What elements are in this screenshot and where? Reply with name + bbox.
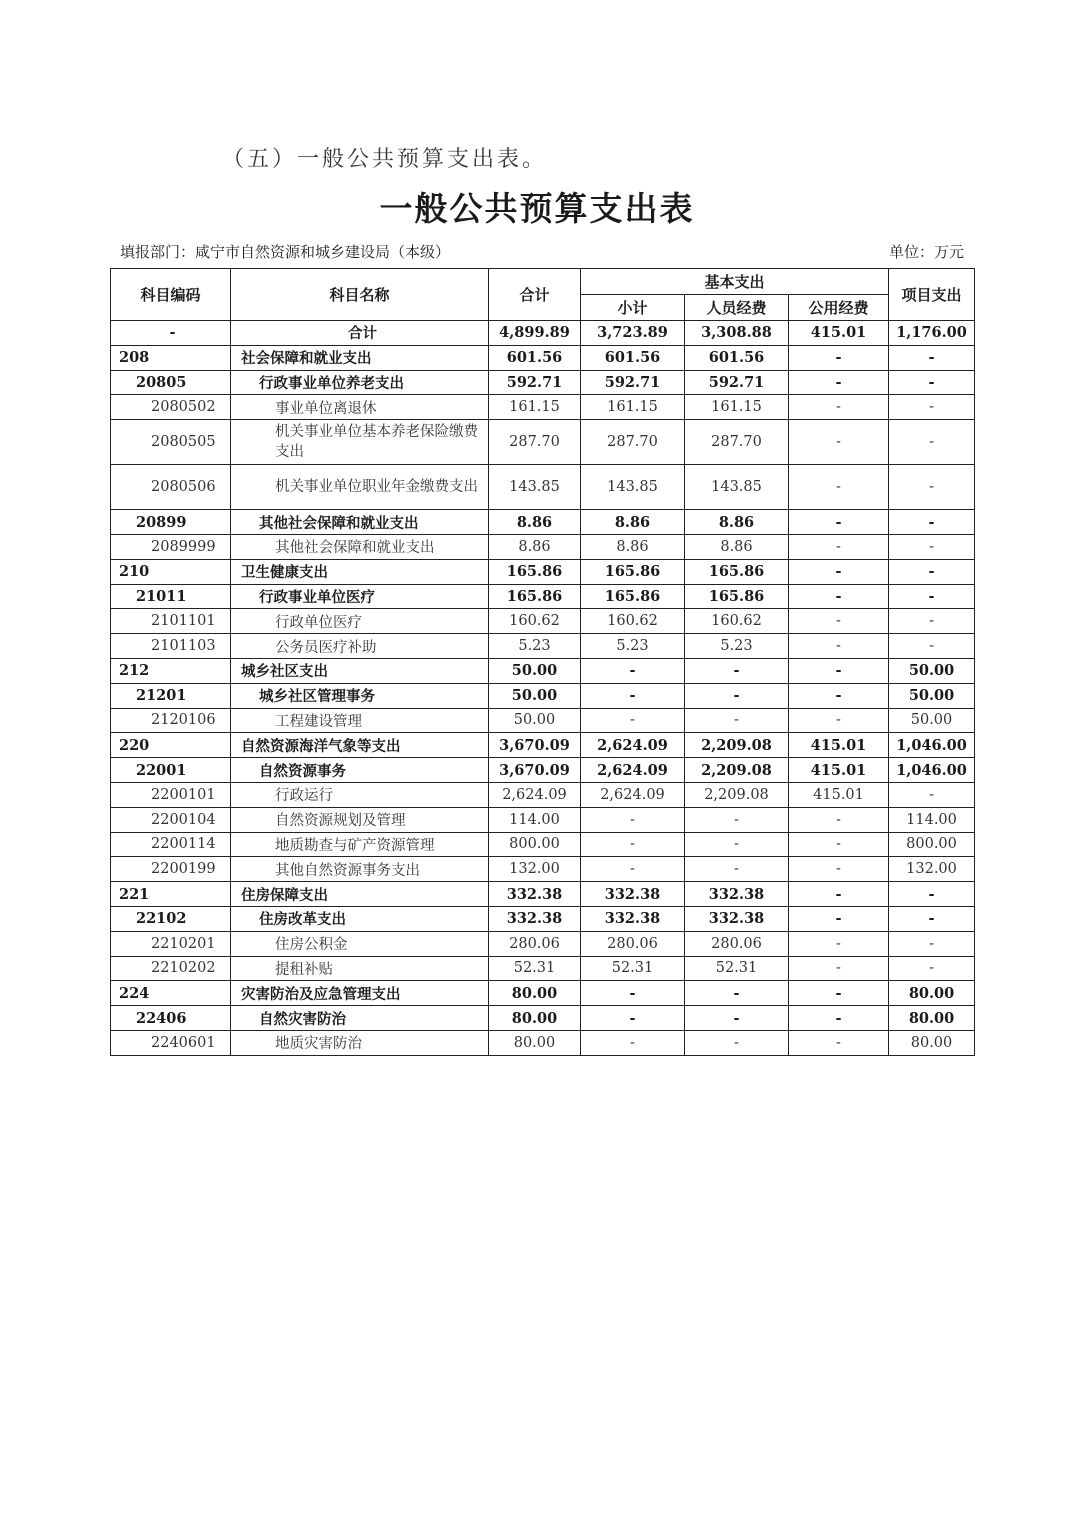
cell-total: 2,624.09 [489, 782, 581, 807]
table-row [111, 584, 975, 609]
cell-project: - [889, 584, 975, 609]
cell-public: 415.01 [789, 733, 889, 758]
cell-code: 20899 [111, 510, 231, 535]
cell-project: - [889, 465, 975, 510]
cell-project: 114.00 [889, 807, 975, 832]
cell-code: 2120106 [111, 708, 231, 733]
cell-personnel: 2,209.08 [685, 733, 789, 758]
header-code: 科目编码 [111, 269, 231, 321]
cell-name: 自然灾害防治 [231, 1006, 489, 1031]
cell-public: - [789, 534, 889, 559]
cell-personnel: 287.70 [685, 420, 789, 465]
table-row [111, 609, 975, 634]
header-public: 公用经费 [789, 295, 889, 321]
header-personnel: 人员经费 [685, 295, 789, 321]
cell-project: - [889, 534, 975, 559]
cell-code: 208 [111, 345, 231, 370]
cell-personnel: 592.71 [685, 370, 789, 395]
table-row [111, 956, 975, 981]
table-body [111, 321, 975, 1056]
cell-subtotal: - [581, 832, 685, 857]
table-row [111, 634, 975, 659]
cell-code: 2240601 [111, 1030, 231, 1055]
cell-personnel: - [685, 1006, 789, 1031]
cell-name: 其他社会保障和就业支出 [231, 534, 489, 559]
cell-total: 80.00 [489, 1006, 581, 1031]
cell-project: - [889, 395, 975, 420]
cell-public: - [789, 1006, 889, 1031]
cell-public: - [789, 658, 889, 683]
cell-public: 415.01 [789, 758, 889, 783]
cell-name: 其他社会保障和就业支出 [231, 510, 489, 535]
cell-total: 143.85 [489, 465, 581, 510]
cell-personnel: - [685, 832, 789, 857]
cell-total: 280.06 [489, 931, 581, 956]
cell-public: - [789, 832, 889, 857]
cell-code: 2200199 [111, 857, 231, 882]
cell-project: - [889, 609, 975, 634]
cell-project: - [889, 510, 975, 535]
cell-project: - [889, 931, 975, 956]
cell-project: 80.00 [889, 1030, 975, 1055]
table-row [111, 807, 975, 832]
cell-name: 地质勘查与矿产资源管理 [231, 832, 489, 857]
cell-code: 220 [111, 733, 231, 758]
cell-total: 50.00 [489, 658, 581, 683]
cell-name: 机关事业单位基本养老保险缴费支出 [231, 420, 489, 465]
cell-public: - [789, 370, 889, 395]
cell-public: - [789, 906, 889, 931]
cell-name: 卫生健康支出 [231, 559, 489, 584]
cell-name: 灾害防治及应急管理支出 [231, 981, 489, 1006]
table-header [111, 269, 975, 321]
cell-name: 合计 [231, 321, 489, 346]
cell-public: - [789, 420, 889, 465]
cell-code: 2080505 [111, 420, 231, 465]
cell-name: 自然资源事务 [231, 758, 489, 783]
cell-subtotal: 160.62 [581, 609, 685, 634]
cell-personnel: 52.31 [685, 956, 789, 981]
cell-public: - [789, 395, 889, 420]
cell-total: 592.71 [489, 370, 581, 395]
cell-subtotal: - [581, 708, 685, 733]
cell-code: 2101103 [111, 634, 231, 659]
cell-project: 1,046.00 [889, 733, 975, 758]
cell-project: 50.00 [889, 708, 975, 733]
cell-name: 城乡社区管理事务 [231, 683, 489, 708]
cell-subtotal: - [581, 658, 685, 683]
cell-public: - [789, 981, 889, 1006]
cell-code: 21011 [111, 584, 231, 609]
cell-subtotal: 8.86 [581, 534, 685, 559]
cell-subtotal: - [581, 1006, 685, 1031]
cell-personnel: 165.86 [685, 584, 789, 609]
cell-total: 4,899.89 [489, 321, 581, 346]
cell-personnel: - [685, 658, 789, 683]
table-row [111, 708, 975, 733]
table-row [111, 658, 975, 683]
cell-personnel: 2,209.08 [685, 758, 789, 783]
cell-name: 行政单位医疗 [231, 609, 489, 634]
cell-public: - [789, 609, 889, 634]
cell-subtotal: 52.31 [581, 956, 685, 981]
section-heading: （五）一般公共预算支出表。 [222, 147, 548, 172]
cell-subtotal: 287.70 [581, 420, 685, 465]
cell-subtotal: - [581, 1030, 685, 1055]
cell-total: 332.38 [489, 906, 581, 931]
cell-total: 601.56 [489, 345, 581, 370]
cell-project: - [889, 634, 975, 659]
cell-subtotal: 161.15 [581, 395, 685, 420]
cell-total: 800.00 [489, 832, 581, 857]
cell-personnel: 332.38 [685, 906, 789, 931]
cell-name: 自然资源规划及管理 [231, 807, 489, 832]
cell-subtotal: 2,624.09 [581, 782, 685, 807]
cell-subtotal: 165.86 [581, 559, 685, 584]
cell-personnel: - [685, 708, 789, 733]
cell-name: 其他自然资源事务支出 [231, 857, 489, 882]
cell-project: - [889, 906, 975, 931]
cell-total: 165.86 [489, 559, 581, 584]
cell-public: - [789, 510, 889, 535]
budget-table [110, 268, 975, 1056]
cell-name: 自然资源海洋气象等支出 [231, 733, 489, 758]
cell-project: 50.00 [889, 683, 975, 708]
header-total: 合计 [489, 269, 581, 321]
cell-total: 80.00 [489, 981, 581, 1006]
cell-project: 50.00 [889, 658, 975, 683]
cell-name: 住房公积金 [231, 931, 489, 956]
cell-total: 8.86 [489, 510, 581, 535]
table-row [111, 981, 975, 1006]
cell-public: - [789, 931, 889, 956]
cell-subtotal: 8.86 [581, 510, 685, 535]
table-row [111, 758, 975, 783]
reporting-department: 填报部门：咸宁市自然资源和城乡建设局（本级） [120, 243, 451, 261]
cell-total: 80.00 [489, 1030, 581, 1055]
cell-project: 132.00 [889, 857, 975, 882]
cell-personnel: - [685, 857, 789, 882]
unit-label: 单位：万元 [888, 243, 964, 261]
cell-project: - [889, 956, 975, 981]
table-row [111, 1006, 975, 1031]
table-row [111, 420, 975, 465]
cell-personnel: 2,209.08 [685, 782, 789, 807]
cell-subtotal: 143.85 [581, 465, 685, 510]
cell-code: 2080502 [111, 395, 231, 420]
cell-total: 161.15 [489, 395, 581, 420]
cell-public: - [789, 559, 889, 584]
table-row [111, 370, 975, 395]
cell-total: 287.70 [489, 420, 581, 465]
cell-personnel: 3,308.88 [685, 321, 789, 346]
document-title: 一般公共预算支出表 [379, 189, 695, 228]
cell-code: 224 [111, 981, 231, 1006]
cell-subtotal: 592.71 [581, 370, 685, 395]
cell-name: 住房改革支出 [231, 906, 489, 931]
table-row [111, 733, 975, 758]
cell-personnel: 165.86 [685, 559, 789, 584]
cell-subtotal: 5.23 [581, 634, 685, 659]
cell-total: 50.00 [489, 683, 581, 708]
cell-public: - [789, 857, 889, 882]
cell-personnel: 601.56 [685, 345, 789, 370]
cell-personnel: 143.85 [685, 465, 789, 510]
cell-public: - [789, 634, 889, 659]
cell-personnel: 5.23 [685, 634, 789, 659]
cell-subtotal: - [581, 981, 685, 1006]
cell-subtotal: - [581, 807, 685, 832]
table-row [111, 832, 975, 857]
cell-public: - [789, 956, 889, 981]
cell-code: 210 [111, 559, 231, 584]
cell-code: 2210202 [111, 956, 231, 981]
cell-project: 1,046.00 [889, 758, 975, 783]
cell-name: 地质灾害防治 [231, 1030, 489, 1055]
cell-public: - [789, 584, 889, 609]
cell-project: - [889, 420, 975, 465]
cell-subtotal: 280.06 [581, 931, 685, 956]
cell-name: 城乡社区支出 [231, 658, 489, 683]
table-row [111, 534, 975, 559]
cell-personnel: - [685, 1030, 789, 1055]
cell-name: 住房保障支出 [231, 882, 489, 907]
cell-total: 165.86 [489, 584, 581, 609]
cell-subtotal: 332.38 [581, 882, 685, 907]
cell-subtotal: 601.56 [581, 345, 685, 370]
cell-subtotal: 165.86 [581, 584, 685, 609]
cell-public: - [789, 683, 889, 708]
cell-total: 5.23 [489, 634, 581, 659]
table-row [111, 559, 975, 584]
cell-total: 3,670.09 [489, 733, 581, 758]
cell-total: 114.00 [489, 807, 581, 832]
table-row [111, 1030, 975, 1055]
cell-personnel: 280.06 [685, 931, 789, 956]
cell-code: 2200114 [111, 832, 231, 857]
table-row [111, 321, 975, 346]
cell-project: 1,176.00 [889, 321, 975, 346]
cell-subtotal: - [581, 857, 685, 882]
cell-project: - [889, 782, 975, 807]
cell-name: 行政事业单位医疗 [231, 584, 489, 609]
cell-public: - [789, 708, 889, 733]
cell-code: 2089999 [111, 534, 231, 559]
cell-name: 社会保障和就业支出 [231, 345, 489, 370]
cell-personnel: 160.62 [685, 609, 789, 634]
cell-name: 机关事业单位职业年金缴费支出 [231, 465, 489, 510]
cell-public: - [789, 465, 889, 510]
table-row [111, 510, 975, 535]
table-row [111, 931, 975, 956]
cell-public: 415.01 [789, 782, 889, 807]
cell-total: 160.62 [489, 609, 581, 634]
cell-code: 22001 [111, 758, 231, 783]
table-row [111, 683, 975, 708]
cell-total: 132.00 [489, 857, 581, 882]
cell-code: 22406 [111, 1006, 231, 1031]
table-row [111, 906, 975, 931]
cell-project: 80.00 [889, 1006, 975, 1031]
cell-public: - [789, 882, 889, 907]
cell-code: - [111, 321, 231, 346]
cell-personnel: 8.86 [685, 510, 789, 535]
cell-code: 221 [111, 882, 231, 907]
cell-code: 2101101 [111, 609, 231, 634]
cell-total: 3,670.09 [489, 758, 581, 783]
cell-subtotal: 3,723.89 [581, 321, 685, 346]
cell-personnel: - [685, 981, 789, 1006]
cell-public: - [789, 807, 889, 832]
cell-subtotal: - [581, 683, 685, 708]
cell-name: 行政运行 [231, 782, 489, 807]
cell-name: 提租补贴 [231, 956, 489, 981]
table-row [111, 882, 975, 907]
cell-code: 2200101 [111, 782, 231, 807]
cell-code: 2080506 [111, 465, 231, 510]
cell-code: 21201 [111, 683, 231, 708]
cell-personnel: 161.15 [685, 395, 789, 420]
header-subtotal: 小计 [581, 295, 685, 321]
header-project: 项目支出 [889, 269, 975, 321]
cell-code: 20805 [111, 370, 231, 395]
cell-project: - [889, 559, 975, 584]
cell-name: 行政事业单位养老支出 [231, 370, 489, 395]
cell-project: - [889, 882, 975, 907]
cell-name: 事业单位离退休 [231, 395, 489, 420]
table-row [111, 857, 975, 882]
cell-project: 80.00 [889, 981, 975, 1006]
cell-personnel: - [685, 807, 789, 832]
cell-code: 2210201 [111, 931, 231, 956]
cell-subtotal: 2,624.09 [581, 758, 685, 783]
cell-total: 332.38 [489, 882, 581, 907]
cell-subtotal: 2,624.09 [581, 733, 685, 758]
table-row [111, 395, 975, 420]
header-name: 科目名称 [231, 269, 489, 321]
cell-name: 公务员医疗补助 [231, 634, 489, 659]
cell-personnel: - [685, 683, 789, 708]
cell-public: - [789, 345, 889, 370]
cell-project: - [889, 370, 975, 395]
cell-total: 50.00 [489, 708, 581, 733]
cell-name: 工程建设管理 [231, 708, 489, 733]
cell-total: 52.31 [489, 956, 581, 981]
header-basic: 基本支出 [581, 269, 889, 295]
cell-public: 415.01 [789, 321, 889, 346]
cell-code: 22102 [111, 906, 231, 931]
cell-personnel: 8.86 [685, 534, 789, 559]
cell-personnel: 332.38 [685, 882, 789, 907]
table-row [111, 345, 975, 370]
cell-public: - [789, 1030, 889, 1055]
cell-project: - [889, 345, 975, 370]
cell-project: 800.00 [889, 832, 975, 857]
table-row [111, 782, 975, 807]
cell-total: 8.86 [489, 534, 581, 559]
cell-code: 212 [111, 658, 231, 683]
cell-subtotal: 332.38 [581, 906, 685, 931]
table-row [111, 465, 975, 510]
cell-code: 2200104 [111, 807, 231, 832]
